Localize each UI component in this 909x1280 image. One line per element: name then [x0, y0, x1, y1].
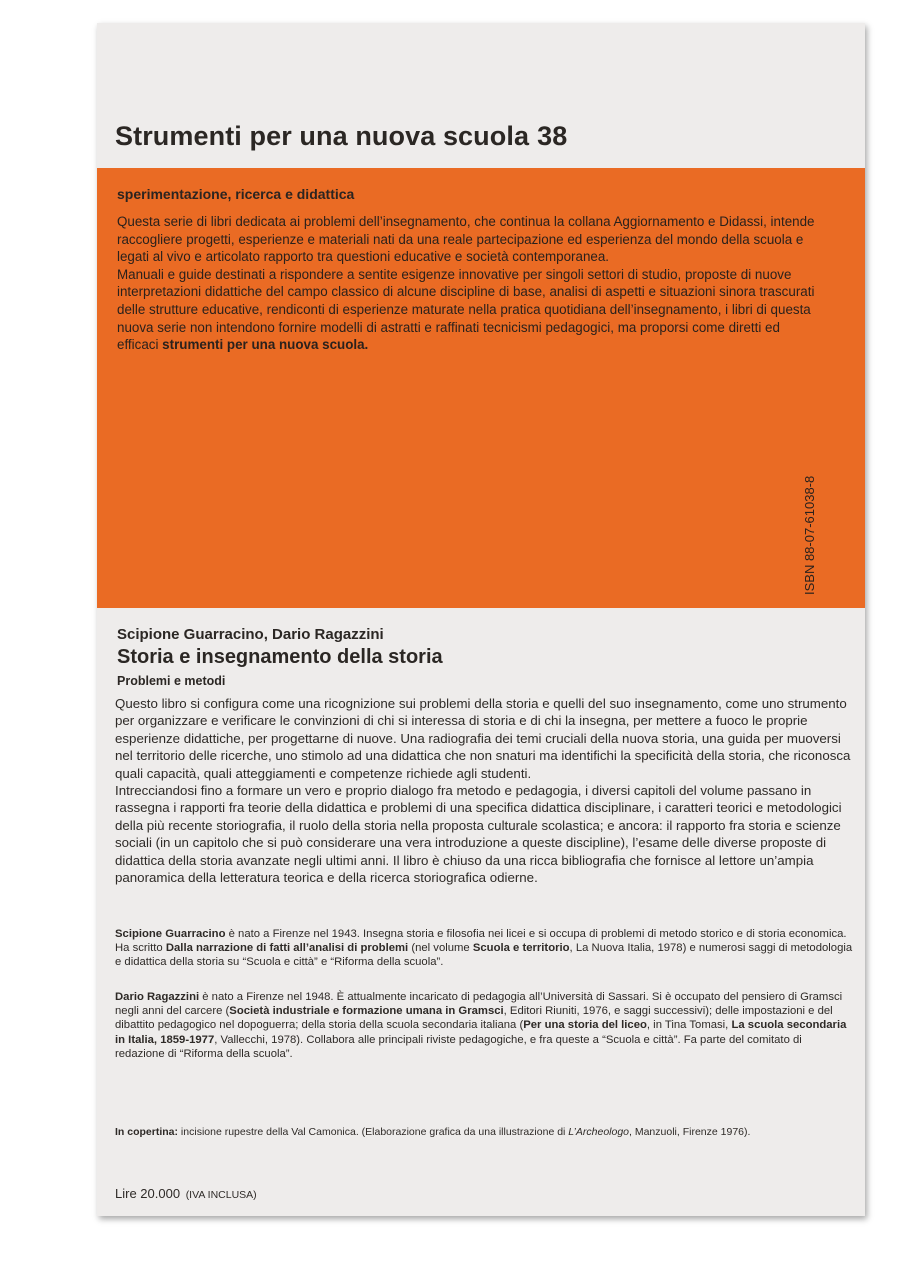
cover-credit [115, 1126, 855, 1138]
bio-work-title: La scuola secondaria in Italia, 1859-1977 [115, 1019, 847, 1046]
series-info-band [97, 168, 865, 608]
bio-text: , Editori Riuniti, 1976, e saggi successivi); delle impostazioni e del dibattito pedagogico nel dopoguerra; della storia della scuola secondaria italiana ( [115, 1005, 833, 1032]
book-description-paragraph: Intrecciandosi fino a formare un vero e proprio dialogo fra metodo e pedagogia, i diversi capitoli del volume passano in rassegna i rapporti fra teorie della didattica e problemi di una specifica didattica disciplinare, i caratteri teorici e metodologici della più recente storiografia, il ruolo della storia nella proposta culturale scolastica; e ancora: il rapporto fra storia e scienze sociali (in un capitolo che si può considerare una vera introduzione a queste discipline), l’esame delle diverse proposte di didattica della storia avanzate negli ultimi anni. Il libro è chiuso da una ricca bibliografia che fornisce al lettore un’ampia panoramica della letteratura teorica e della ricerca storiografica odierne. [115, 783, 842, 886]
book-title: Storia e insegnamento della storia [117, 646, 443, 668]
book-back-cover [97, 23, 865, 1216]
bio-work-title: Dalla narrazione di fatti all’analisi di problemi [165, 942, 409, 955]
price-note: (IVA INCLUSA) [185, 1189, 257, 1201]
author-bio-ragazzini [115, 990, 853, 1061]
author-name: Dario Ragazzini [115, 991, 200, 1003]
series-description-paragraph [117, 266, 817, 354]
series-subtitle: sperimentazione, ricerca e didattica [117, 186, 355, 202]
bio-text: , in Tina Tomasi, [646, 1019, 732, 1032]
book-description [115, 695, 853, 886]
bio-text: è nato a Firenze nel 1943. Insegna storia e filosofia nei licei e si occupa di problemi di metodo storico e di storia economica. Ha scritto [115, 928, 847, 955]
bio-work-title: Per una storia del liceo [523, 1019, 647, 1032]
series-description-paragraph: Questa serie di libri dedicata ai problemi dell’insegnamento, che continua la collana Aggiornamento e Didassi, intende raccogliere progetti, esperienze e materiali nati da una reale partecipazione ed esperienza del mondo della scuola e legati al vivo e articolato rapporto tra questioni educative e società contemporanea. [117, 214, 815, 265]
series-description [117, 213, 817, 354]
bio-text: , Vallecchi, 1978). Collabora alle principali riviste pedagogiche, e fra queste a “Scuola e città”. Fa parte del comitato di redazione di “Riforma della scuola”. [115, 1033, 802, 1060]
bio-text: è nato a Firenze nel 1948. È attualmente incaricato di pedagogia all’Università di Sassari. Si è occupato del pensiero di Gramsci negli anni del carcere ( [115, 991, 843, 1018]
series-name: Strumenti per una nuova scuola [115, 121, 530, 151]
author-name: Scipione Guarracino [115, 928, 226, 940]
series-title [115, 121, 567, 152]
cover-credit-text: , Manzuoli, Firenze 1976). [629, 1126, 751, 1138]
bio-text: (nel volume [408, 942, 473, 955]
author-bio-guarracino [115, 927, 853, 970]
series-number: 38 [537, 121, 568, 151]
price-label [115, 1186, 257, 1201]
series-description-text: Manuali e guide destinati a rispondere a sentite esigenze innovative per singoli settori di studio, proposte di nuove interpretazioni didattiche del campo classico di alcune discipline di base, analisi di aspetti e situazioni sinora trascurati delle strutture educative, rendiconti di esperienze maturate nella pratica quotidiana dell’insegnamento, i libri di questa nuova serie non intendono fornire modelli di astratti e raffinati tecnicismi pedagogici, ma proporsi come diretti ed efficaci [117, 266, 815, 353]
book-description-paragraph: Questo libro si configura come una ricognizione sui problemi della storia e quelli del suo insegnamento, come uno strumento per organizzare e verificare le convinzioni di chi si interessa di storia e di chi la insegna, per mettere a fuoco le proprie esperienze didattiche, per progettarne di nuove. Una radiografia dei temi cruciali della nuova storia, una guida per muoversi nel territorio delle ricerche, uno stimolo ad una didattica che non snaturi ma identifichi la specificità della storia, che riconosca quali capacità, quali atteggiamenti e competenze richiede agli studenti. [115, 696, 851, 781]
bio-work-title: Scuola e territorio [472, 942, 570, 955]
bio-text: , La Nuova Italia, 1978) e numerosi saggi di metodologia e didattica della storia su “Scuola e città” e “Riforma della scuola”. [115, 942, 853, 969]
price-amount: Lire 20.000 [115, 1186, 181, 1201]
cover-credit-text: incisione rupestre della Val Camonica. (Elaborazione grafica da una illustrazione di [178, 1126, 569, 1138]
cover-credit-label: In copertina: [115, 1126, 179, 1138]
bio-work-title: Società industriale e formazione umana in Gramsci [229, 1005, 504, 1018]
book-authors: Scipione Guarracino, Dario Ragazzini [117, 626, 384, 643]
isbn: ISBN 88-07-61038-8 [802, 475, 817, 595]
series-description-emphasis: strumenti per una nuova scuola. [162, 337, 369, 353]
book-subtitle: Problemi e metodi [117, 674, 226, 688]
cover-credit-source: L’Archeologo [568, 1126, 630, 1138]
